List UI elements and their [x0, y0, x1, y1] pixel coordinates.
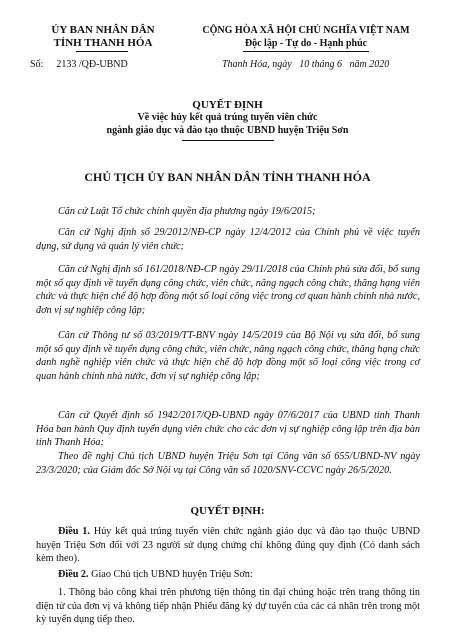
- clause-1: 1. Thông báo công khai trên phương tiện thông tin đại chúng hoặc trên trang thông tin điện tử của đơn vị và không tiếp nhận Phiếu đăng ký dự tuyển của các cá nhân trên trong một kỳ tuyển dụng tiếp theo.: [36, 587, 420, 626]
- preamble-paragraph: Theo đề nghị Chủ tịch UBND huyện Triệu Sơn tại Công văn số 655/UBND-NV ngày 23/3/2020; của Giám đốc Sở Nội vụ tại Công văn số 1020/SNV-CCVC ngày 26/5/2020.: [36, 451, 420, 476]
- number-label: Số:: [30, 59, 44, 70]
- document-type: QUYẾT ĐỊNH: [192, 99, 263, 111]
- subject-line-2: ngành giáo dục và đào tạo thuộc UBND huyện Triệu Sơn: [106, 125, 349, 136]
- article-1-text: Hủy kết quả trúng tuyển viên chức ngành giáo dục và đào tạo thuộc UBND huyện Triệu Sơn đối với 23 người sử dụng chứng chỉ không đúng quy định (Có danh sách kèm theo).: [36, 526, 421, 565]
- preamble-paragraph: Căn cứ Luật Tổ chức chính quyền địa phương ngày 19/6/2015;: [58, 206, 316, 217]
- preamble-paragraph: Căn cứ Quyết định số 1942/2017/QĐ-UBND ngày 07/6/2017 của UBND tỉnh Thanh Hóa ban hành Quy định tuyển dụng viên chức cho các đơn vị sự nghiệp công lập trên địa bàn tỉnh Thanh Hóa;: [36, 410, 420, 449]
- preamble-paragraph: Căn cứ Nghị định số 161/2018/NĐ-CP ngày 29/11/2018 của Chính phủ sửa đổi, bổ sung một số quy định về tuyển dụng công chức, viên chức, nâng ngạch công chức, thăng hạng viên chức và thực hiện chế độ hợp đồng một số loại công việc trong cơ quan hành chính nhà nước, đơn vị sự nghiệp công lập;: [36, 264, 420, 316]
- issue-date: Thanh Hóa, ngày 10 tháng 6 năm 2020: [222, 59, 390, 70]
- document-number: [30, 59, 128, 70]
- org-underline: [76, 51, 128, 52]
- preamble-paragraph: Căn cứ Nghị định số 29/2012/NĐ-CP ngày 12/4/2012 của Chính phủ về việc tuyển dụng, sử dụng và quản lý viên chức;: [36, 227, 420, 252]
- title-underline: [182, 140, 274, 141]
- article-1-label: Điều 1.: [58, 526, 90, 537]
- number-value: 2133 /QĐ-UBND: [56, 59, 128, 70]
- article-2: [36, 568, 420, 582]
- subject-line-1: Về việc hủy kết quả trúng tuyển viên chức: [137, 112, 318, 123]
- article-2-text: Giao Chủ tịch UBND huyện Triệu Sơn:: [88, 569, 253, 580]
- issuing-org-line1: ỦY BAN NHÂN DÂN: [51, 24, 155, 36]
- article-1: [36, 525, 420, 566]
- motto-underline: [243, 51, 369, 52]
- article-2-label: Điều 2.: [58, 569, 89, 580]
- preamble-paragraph: Căn cứ Thông tư số 03/2019/TT-BNV ngày 14/5/2019 của Bộ Nội vụ sửa đổi, bổ sung một số quy định về tuyển dụng công chức, viên chức, nâng ngạch công chức, thăng hạng chức danh nghề nghiệp viên chức và thực hiện chế độ hợp đồng một số loại công việc trong cơ quan hành chính nhà nước, đơn vị sự nghiệp công lập;: [36, 330, 420, 382]
- national-motto: Độc lập - Tự do - Hạnh phúc: [244, 38, 368, 49]
- decision-heading: QUYẾT ĐỊNH:: [190, 505, 265, 517]
- issuer-heading: CHỦ TỊCH ỦY BAN NHÂN DÂN TỈNH THANH HÓA: [84, 170, 371, 184]
- national-title: CỘNG HÒA XÃ HỘI CHỦ NGHĨA VIỆT NAM: [202, 25, 410, 36]
- issuing-org-line2: TỈNH THANH HÓA: [53, 37, 153, 49]
